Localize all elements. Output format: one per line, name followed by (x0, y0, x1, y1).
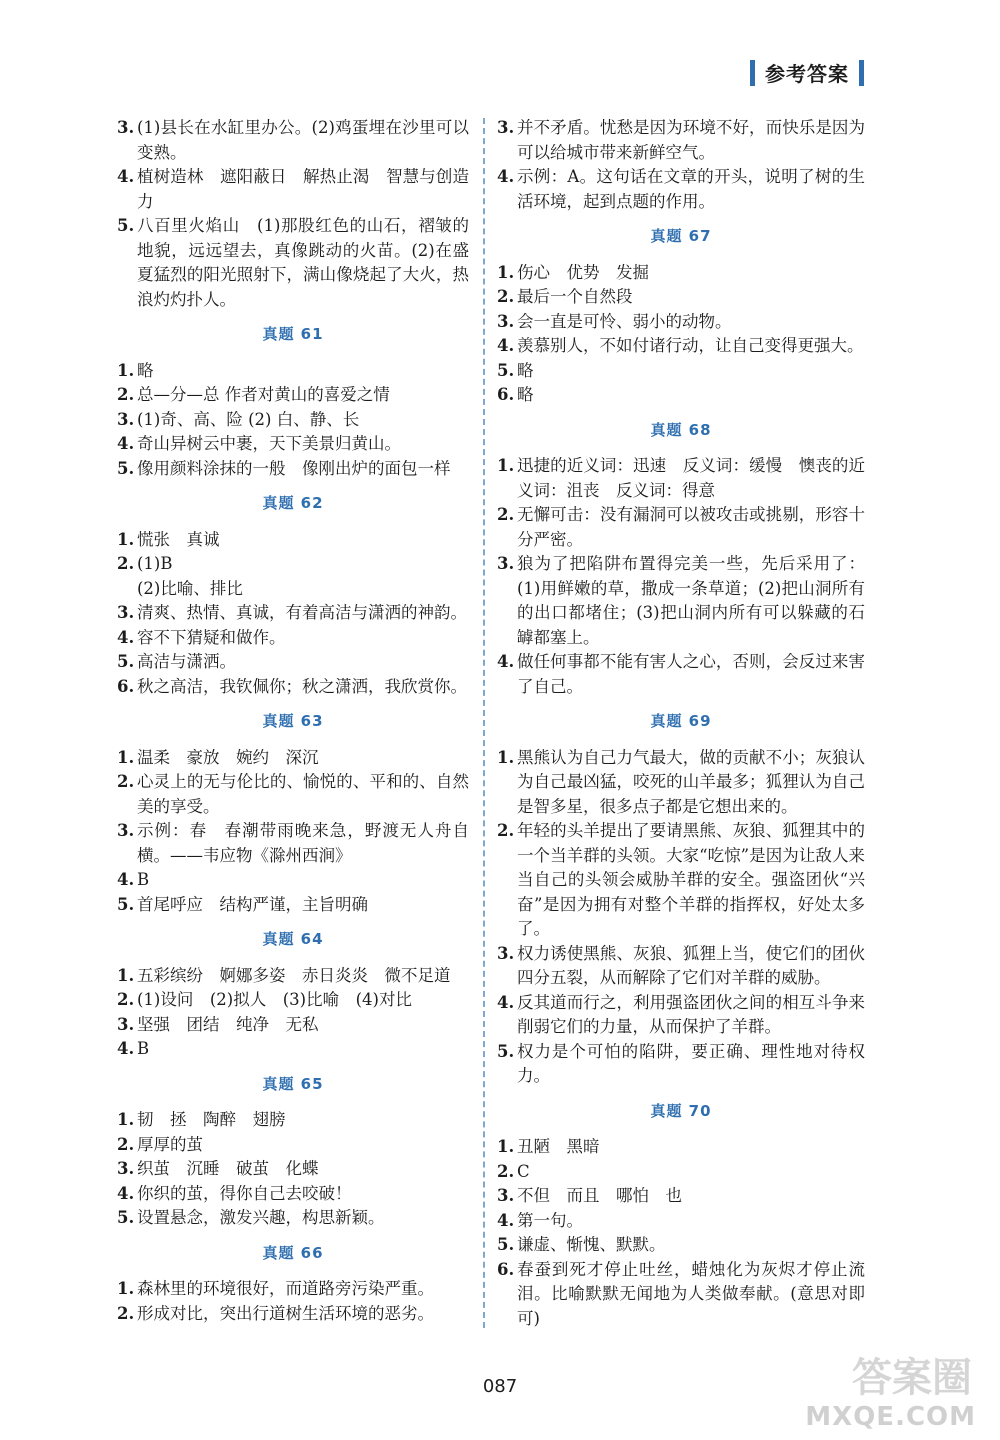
answer-item (497, 552, 865, 650)
answer-number: 4. (497, 1210, 515, 1230)
answer-item (497, 165, 865, 214)
answer-number: 3. (497, 118, 515, 137)
answer-item (497, 310, 865, 335)
answer-item (497, 650, 865, 699)
answer-text: 首尾呼应 结构严谨，主旨明确 (137, 894, 368, 914)
header-bar-left (750, 60, 755, 86)
answer-number: 1. (117, 1279, 135, 1298)
answer-number: 1. (117, 360, 135, 380)
answer-item (117, 675, 469, 700)
answer-text: 做任何事都不能有害人之心，否则，会反过来害了自己。 (517, 652, 865, 696)
answer-item (117, 1157, 469, 1182)
answer-item (117, 432, 469, 457)
answer-number: 4. (117, 1183, 135, 1203)
answer-number: 1. (117, 747, 135, 767)
right-column (497, 116, 865, 1331)
section-title: 真题 69 (650, 712, 712, 730)
section-title: 真题 68 (650, 420, 712, 439)
answer-number: 1. (117, 1110, 135, 1129)
answer-text: 权力诱使黑熊、灰狼、狐狸上当，使它们的团伙四分五裂，从而解除了它们对羊群的威胁。 (517, 943, 865, 987)
answer-number: 5. (117, 216, 135, 235)
answer-item (117, 819, 469, 868)
answer-item (117, 528, 469, 553)
answer-text: 羡慕别人，不如付诸行动，让自己变得更强大。 (517, 336, 864, 355)
answer-text: 反其道而行之，利用强盗团伙之间的相互斗争来削弱它们的力量，从而保护了羊群。 (517, 992, 865, 1036)
answer-item (497, 991, 865, 1040)
answer-item (497, 503, 865, 552)
answer-text: 高洁与潇洒。 (137, 652, 236, 671)
watermark-bottom-text: MXQE.COM (805, 1402, 976, 1432)
answer-item (497, 1258, 865, 1332)
answer-item (117, 626, 469, 651)
page-number: 087 (482, 1376, 518, 1397)
answer-item (497, 1160, 865, 1185)
answer-number: 2. (497, 505, 515, 524)
answer-number: 4. (117, 434, 135, 453)
answer-number: 5. (497, 1235, 515, 1254)
answer-item (117, 1037, 469, 1062)
answer-number: 1. (497, 456, 515, 475)
answer-number: 2. (117, 990, 135, 1009)
answer-item (497, 1184, 865, 1209)
answer-text: 谦虚、惭愧、默默。 (517, 1235, 666, 1254)
answer-item (497, 116, 865, 165)
section-title: 真题 70 (650, 1101, 712, 1120)
answer-number: 4. (117, 870, 135, 889)
answer-text: 总—分—总 作者对黄山的喜爱之情 (137, 385, 390, 404)
answer-item (117, 601, 469, 626)
answer-text: 无懈可击：没有漏洞可以被攻击或挑剔，形容十分严密。 (517, 505, 865, 549)
answer-text: 清爽、热情、真诚，有着高洁与潇洒的神韵。 (137, 603, 467, 622)
answer-item (497, 1135, 865, 1160)
answer-text: 丑陋 黑暗 (517, 1137, 600, 1156)
answer-text: 不但 而且 哪怕 也 (517, 1186, 682, 1205)
answer-number: 2. (117, 1303, 135, 1323)
answer-item (497, 285, 865, 310)
answer-item (117, 552, 469, 577)
answer-item (117, 1133, 469, 1158)
answer-number: 2. (117, 772, 135, 791)
answer-text: 五彩缤纷 婀娜多姿 赤日炎炎 微不足道 (137, 965, 451, 985)
answer-number: 2. (117, 385, 135, 404)
answer-text: 略 (137, 360, 154, 380)
answer-item (117, 650, 469, 675)
answer-item (117, 893, 469, 918)
answer-text: 第一句。 (517, 1210, 583, 1230)
answer-text: 会一直是可怜、弱小的动物。 (517, 311, 732, 331)
answer-text: 并不矛盾。忧愁是因为环境不好，而快乐是因为可以给城市带来新鲜空气。 (517, 118, 865, 162)
left-column (117, 116, 469, 1326)
answer-item (117, 988, 469, 1013)
answer-number: 6. (497, 1259, 515, 1279)
section-title: 真题 67 (650, 227, 712, 245)
answer-item (117, 408, 469, 433)
answer-item (117, 359, 469, 384)
header-title: 参考答案 (765, 62, 849, 86)
answer-text: 慌张 真诚 (137, 529, 220, 549)
answer-text: 像用颜料涂抹的一般 像刚出炉的面包一样 (137, 458, 451, 478)
answer-item (497, 819, 865, 942)
answer-text: C (517, 1161, 530, 1181)
answer-number: 5. (117, 894, 135, 914)
answer-number: 4. (497, 336, 515, 355)
header-bar-right (859, 60, 864, 86)
answer-item (497, 261, 865, 286)
answer-number: 3. (497, 554, 515, 573)
answer-item (117, 1302, 469, 1327)
answer-item (117, 577, 469, 602)
answer-number: 1. (497, 262, 515, 282)
answer-text: 你织的茧，得你自己去咬破！ (137, 1183, 352, 1203)
answer-number: 3. (117, 1159, 135, 1178)
answer-text: 设置悬念，激发兴趣，构思新颖。 (137, 1208, 385, 1227)
answer-number: 4. (497, 992, 515, 1012)
answer-number: 3. (117, 603, 135, 622)
answer-number: 6. (497, 385, 515, 404)
answer-number: 1. (117, 529, 135, 549)
answer-text: 狼为了把陷阱布置得完美一些，先后采用了：(1)用鲜嫩的草，撒成一条草道；(2)把山洞所有的出口都堵住；(3)把山洞内所有可以躲藏的石罅都塞上。 (517, 554, 865, 647)
answer-text: 形成对比，突出行道树生活环境的恶劣。 (137, 1303, 434, 1323)
answer-text: 示例：春 春潮带雨晚来急，野渡无人舟自横。——韦应物《滁州西涧》 (137, 821, 469, 865)
answer-number: 1. (117, 965, 135, 985)
answer-item (117, 1108, 469, 1133)
answer-number: 1. (497, 747, 515, 767)
answer-text: 最后一个自然段 (517, 287, 633, 306)
answer-text: 韧 拯 陶醉 翅膀 (137, 1110, 286, 1129)
column-divider (483, 118, 485, 1328)
answer-text: 森林里的环境很好，而道路旁污染严重。 (137, 1279, 434, 1298)
answer-item (497, 1040, 865, 1089)
answer-item (117, 457, 469, 482)
answer-number: 3. (497, 311, 515, 331)
answer-text: 八百里火焰山 (1)那股红色的山石，褶皱的地貌，远远望去，真像跳动的火苗。(2)在盛夏猛烈的阳光照射下，满山像烧起了大火，热浪灼灼扑人。 (137, 216, 469, 309)
answer-number: 5. (117, 1208, 135, 1227)
answer-number: 3. (117, 409, 135, 429)
answer-text: (1)县长在水缸里办公。(2)鸡蛋埋在沙里可以变熟。 (137, 118, 469, 162)
answer-item (117, 214, 469, 312)
answer-text: 奇山异树云中裹，天下美景归黄山。 (137, 434, 401, 453)
answer-number: 4. (117, 627, 135, 647)
answer-text: 迅捷的近义词：迅速 反义词：缓慢 懊丧的近义词：沮丧 反义词：得意 (517, 456, 865, 500)
running-header (750, 58, 864, 87)
answer-number: 1. (497, 1137, 515, 1156)
answer-number: 2. (117, 1134, 135, 1154)
answer-text: B (137, 1039, 150, 1058)
answer-number: 4. (117, 1039, 135, 1058)
answer-item (497, 1209, 865, 1234)
section-title: 真题 66 (262, 1243, 324, 1262)
answer-number: 3. (117, 1014, 135, 1034)
answer-text: 秋之高洁，我钦佩你；秋之潇洒，我欣赏你。 (137, 676, 467, 696)
answer-item (117, 1206, 469, 1231)
answer-number: 2. (497, 287, 515, 306)
answer-number: 3. (117, 821, 135, 840)
answer-text: (1)B (137, 554, 173, 573)
answer-text: 年轻的头羊提出了要请黑熊、灰狼、狐狸其中的一个当羊群的头领。大家“吃惊”是因为让敌人来当自己的头领会威胁羊群的安全。强盗团伙“兴奋”是因为拥有对整个羊群的指挥权，好处太多了。 (517, 821, 865, 938)
answer-item (117, 1182, 469, 1207)
answer-text: 略 (517, 360, 534, 380)
section-title: 真题 64 (262, 930, 324, 948)
answer-item (117, 868, 469, 893)
answer-text: 植树造林 遮阳蔽日 解热止渴 智慧与创造力 (137, 167, 469, 211)
answer-text: (1)设问 (2)拟人 (3)比喻 (4)对比 (137, 990, 412, 1009)
section-title: 真题 65 (262, 1074, 324, 1093)
answer-text: (2)比喻、排比 (137, 578, 243, 598)
answer-number: 2. (497, 821, 515, 840)
answer-item (117, 1013, 469, 1038)
watermark-logo (766, 1346, 976, 1432)
answer-text: 黑熊认为自己力气最大，做的贡献不小；灰狼认为自己最凶猛，咬死的山羊最多；狐狸认为自己是智多星，很多点子都是它想出来的。 (517, 747, 865, 816)
answer-number: 4. (497, 652, 515, 671)
answer-number: 4. (497, 167, 515, 186)
answer-text: 伤心 优势 发掘 (517, 262, 649, 282)
answer-text: 温柔 豪放 婉约 深沉 (137, 747, 319, 767)
answer-item (117, 383, 469, 408)
answer-item (117, 1277, 469, 1302)
watermark-top-text: 答案圈 (852, 1355, 972, 1401)
answer-item (497, 383, 865, 408)
answer-number: 6. (117, 676, 135, 696)
answer-item (117, 116, 469, 165)
answer-text: (1)奇、高、险 (2) 白、静、长 (137, 409, 360, 429)
answer-text: 容不下猜疑和做作。 (137, 627, 286, 647)
answer-number (117, 577, 137, 602)
answer-item (497, 359, 865, 384)
answer-text: 示例：A。这句话在文章的开头，说明了树的生活环境，起到点题的作用。 (517, 167, 865, 211)
answer-text: 坚强 团结 纯净 无私 (137, 1014, 319, 1034)
answer-text: 厚厚的茧 (137, 1134, 203, 1154)
answer-item (117, 746, 469, 771)
answer-number: 2. (497, 1161, 515, 1181)
answer-text: 织茧 沉睡 破茧 化蝶 (137, 1159, 319, 1178)
answer-item (497, 746, 865, 820)
answer-text: 春蚕到死才停止吐丝，蜡烛化为灰烬才停止流泪。比喻默默无闻地为人类做奉献。(意思对即可) (517, 1259, 865, 1328)
answer-item (497, 454, 865, 503)
answer-number: 5. (497, 1041, 515, 1061)
section-title: 真题 62 (262, 494, 324, 512)
answer-text: 心灵上的无与伦比的、愉悦的、平和的、自然美的享受。 (137, 772, 469, 816)
answer-number: 3. (497, 1186, 515, 1205)
answer-text: 权力是个可怕的陷阱，要正确、理性地对待权力。 (517, 1041, 865, 1085)
answer-number: 5. (117, 458, 135, 478)
answer-number: 2. (117, 554, 135, 573)
answer-number: 4. (117, 167, 135, 186)
answer-item (497, 942, 865, 991)
answer-number: 5. (117, 652, 135, 671)
answer-number: 3. (117, 118, 135, 137)
section-title: 真题 63 (262, 712, 324, 730)
answer-item (117, 770, 469, 819)
answer-item (497, 1233, 865, 1258)
section-title: 真题 61 (262, 325, 324, 343)
answer-number: 5. (497, 360, 515, 380)
answer-item (497, 334, 865, 359)
answer-item (117, 165, 469, 214)
answer-number: 3. (497, 943, 515, 963)
answer-text: B (137, 870, 150, 889)
answer-item (117, 964, 469, 989)
answer-text: 略 (517, 385, 534, 404)
